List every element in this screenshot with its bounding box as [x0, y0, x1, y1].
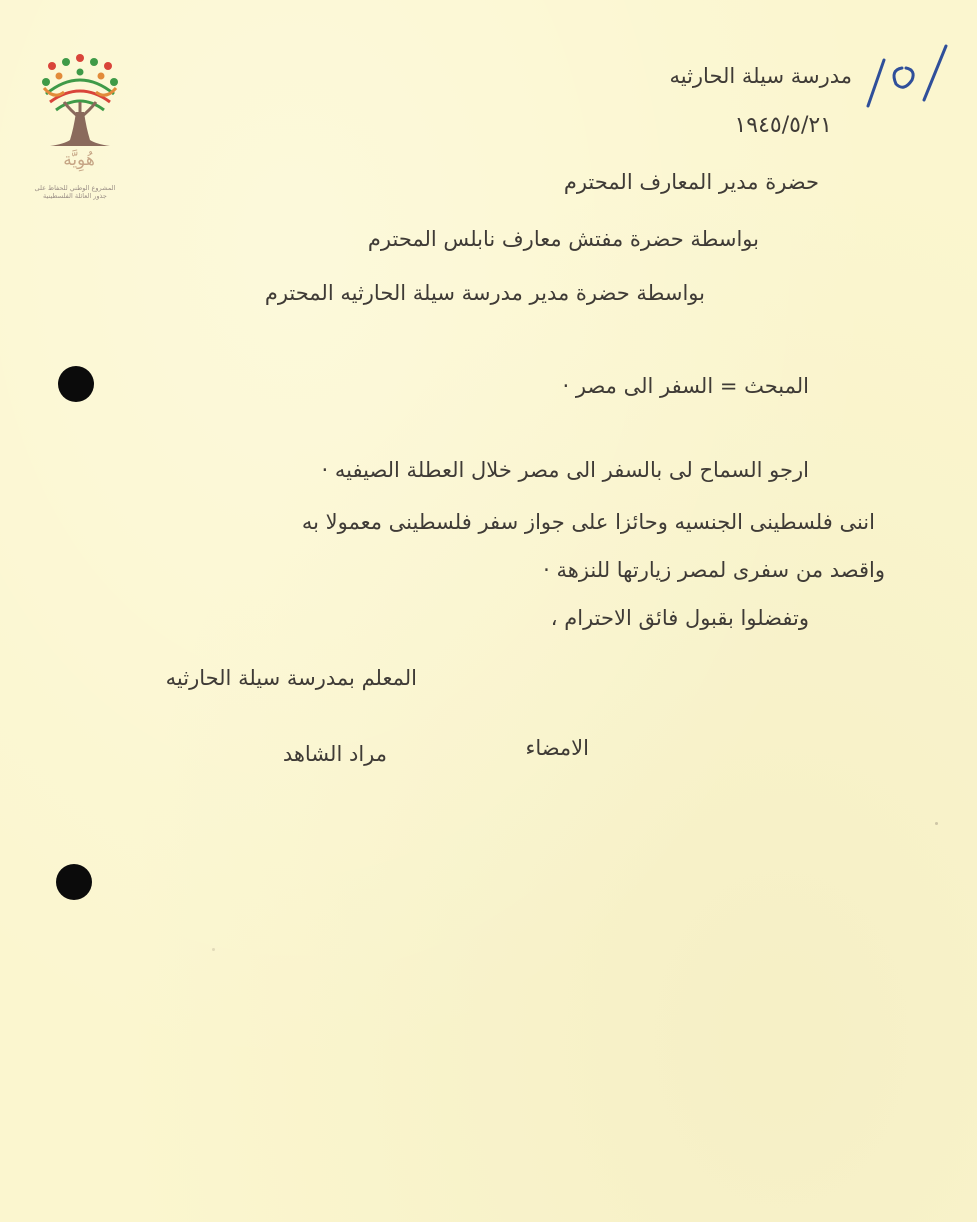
watermark-caption — [20, 184, 130, 200]
addressee-line-3: بواسطة حضرة مدير مدرسة سيلة الحارثيه المحترم — [264, 281, 705, 305]
paper-speck — [935, 822, 938, 825]
watermark-caption-line-1: المشروع الوطني للحفاظ على — [34, 184, 116, 192]
paper-speck — [212, 948, 215, 951]
signature-name: مراد الشاهد — [282, 742, 387, 766]
addressee-line-2: بواسطة حضرة مفتش معارف نابلس المحترم — [367, 227, 759, 251]
closing-line: وتفضلوا بقبول فائق الاحترام ، — [550, 606, 809, 630]
body-line-3: واقصد من سفرى لمصر زيارتها للنزهة · — [543, 558, 885, 582]
addressee-line-1: حضرة مدير المعارف المحترم — [563, 170, 819, 194]
watermark-name: هُوِيَّة — [63, 150, 95, 170]
punch-hole-bottom — [56, 864, 92, 900]
body-line-2: اننى فلسطينى الجنسيه وحائزا على جواز سفر فلسطينى معمولا به — [301, 510, 875, 534]
subject-line: المبحث = السفر الى مصر · — [562, 374, 809, 398]
handwritten-file-number — [862, 40, 952, 110]
body-line-1: ارجو السماح لى بالسفر الى مصر خلال العطلة الصيفيه · — [321, 458, 809, 482]
punch-hole-top — [58, 366, 94, 402]
letter-date: ١٩٤٥/٥/٢١ — [734, 113, 832, 138]
signature-label: الامضاء — [525, 736, 589, 760]
watermark-caption-line-2: جذور العائلة الفلسطينية — [43, 192, 107, 200]
school-header: مدرسة سيلة الحارثيه — [669, 64, 852, 88]
sender-title: المعلم بمدرسة سيلة الحارثيه — [165, 666, 417, 690]
